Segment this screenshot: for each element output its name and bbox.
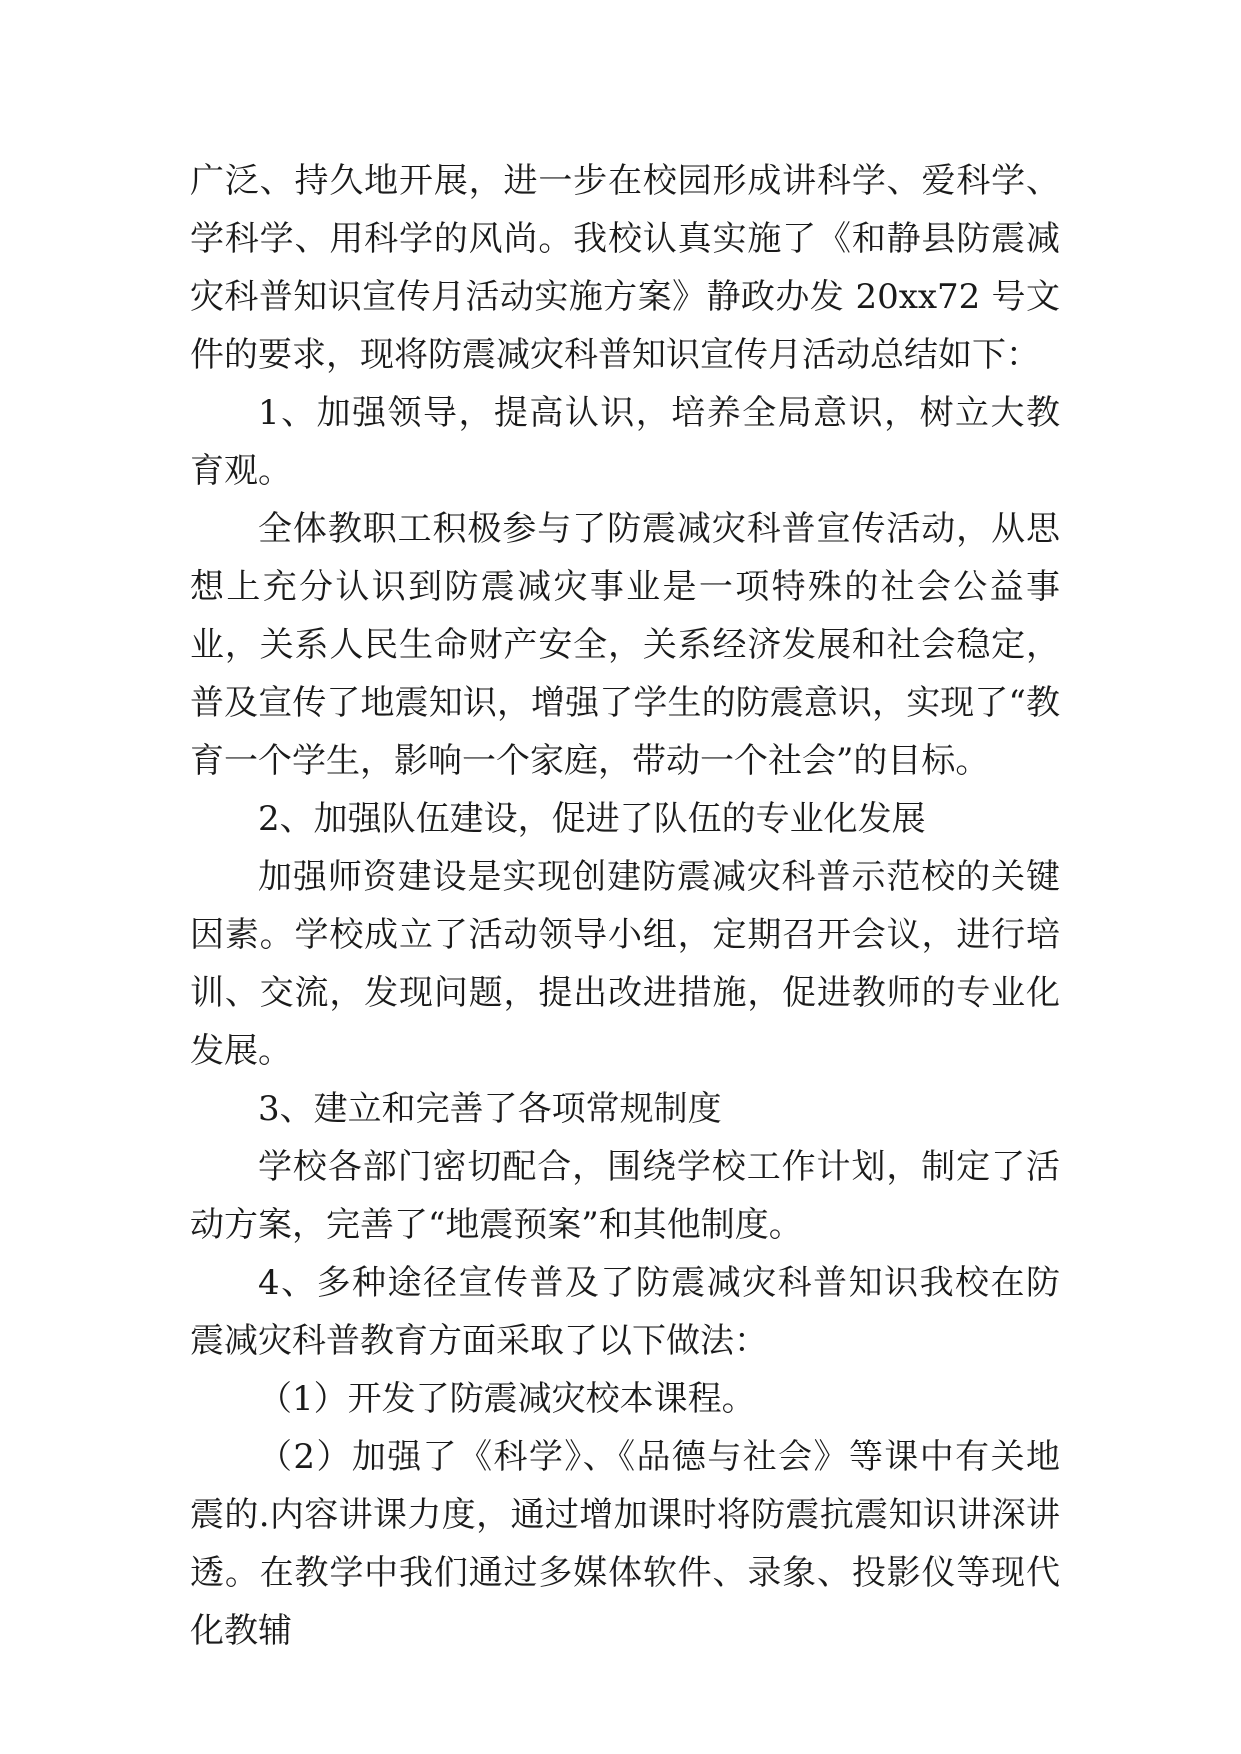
heading-item-2: 2、加强队伍建设，促进了队伍的专业化发展	[258, 799, 926, 839]
paragraph-item-2-body: 加强师资建设是实现创建防震减灾科普示范校的关键因素。学校成立了活动领导小组，定期召开会议，进行培训、交流，发现问题，提出改进措施，促进教师的专业化发展。	[190, 857, 1060, 1071]
heading-item-4: 4、多种途径宣传普及了防震减灾科普知识我校在防震减灾科普教育方面采取了以下做法：	[190, 1263, 1060, 1361]
document-body	[190, 152, 1060, 1660]
heading-item-1: 1、加强领导，提高认识，培养全局意识，树立大教育观。	[190, 393, 1060, 491]
paragraph-item-1-body: 全体教职工积极参与了防震减灾科普宣传活动，从思想上充分认识到防震减灾事业是一项特殊的社会公益事业，关系人民生命财产安全，关系经济发展和社会稳定，普及宣传了地震知识，增强了学生的防震意识，实现了“教育一个学生，影响一个家庭，带动一个社会”的目标。	[190, 509, 1060, 781]
heading-item-3: 3、建立和完善了各项常规制度	[258, 1089, 722, 1129]
subitem-1: （1）开发了防震减灾校本课程。	[258, 1379, 756, 1419]
paragraph-intro: 广泛、持久地开展，进一步在校园形成讲科学、爱科学、学科学、用科学的风尚。我校认真实施了《和静县防震减灾科普知识宣传月活动实施方案》静政办发 20xx72 号文件的要求，现将防震减灾科普知识宣传月活动总结如下：	[190, 161, 1060, 375]
paragraph-item-3-body: 学校各部门密切配合，围绕学校工作计划，制定了活动方案，完善了“地震预案”和其他制度。	[190, 1147, 1060, 1245]
subitem-2: （2）加强了《科学》、《品德与社会》等课中有关地震的.内容讲课力度，通过增加课时将防震抗震知识讲深讲透。在教学中我们通过多媒体软件、录象、投影仪等现代化教辅	[190, 1437, 1060, 1651]
